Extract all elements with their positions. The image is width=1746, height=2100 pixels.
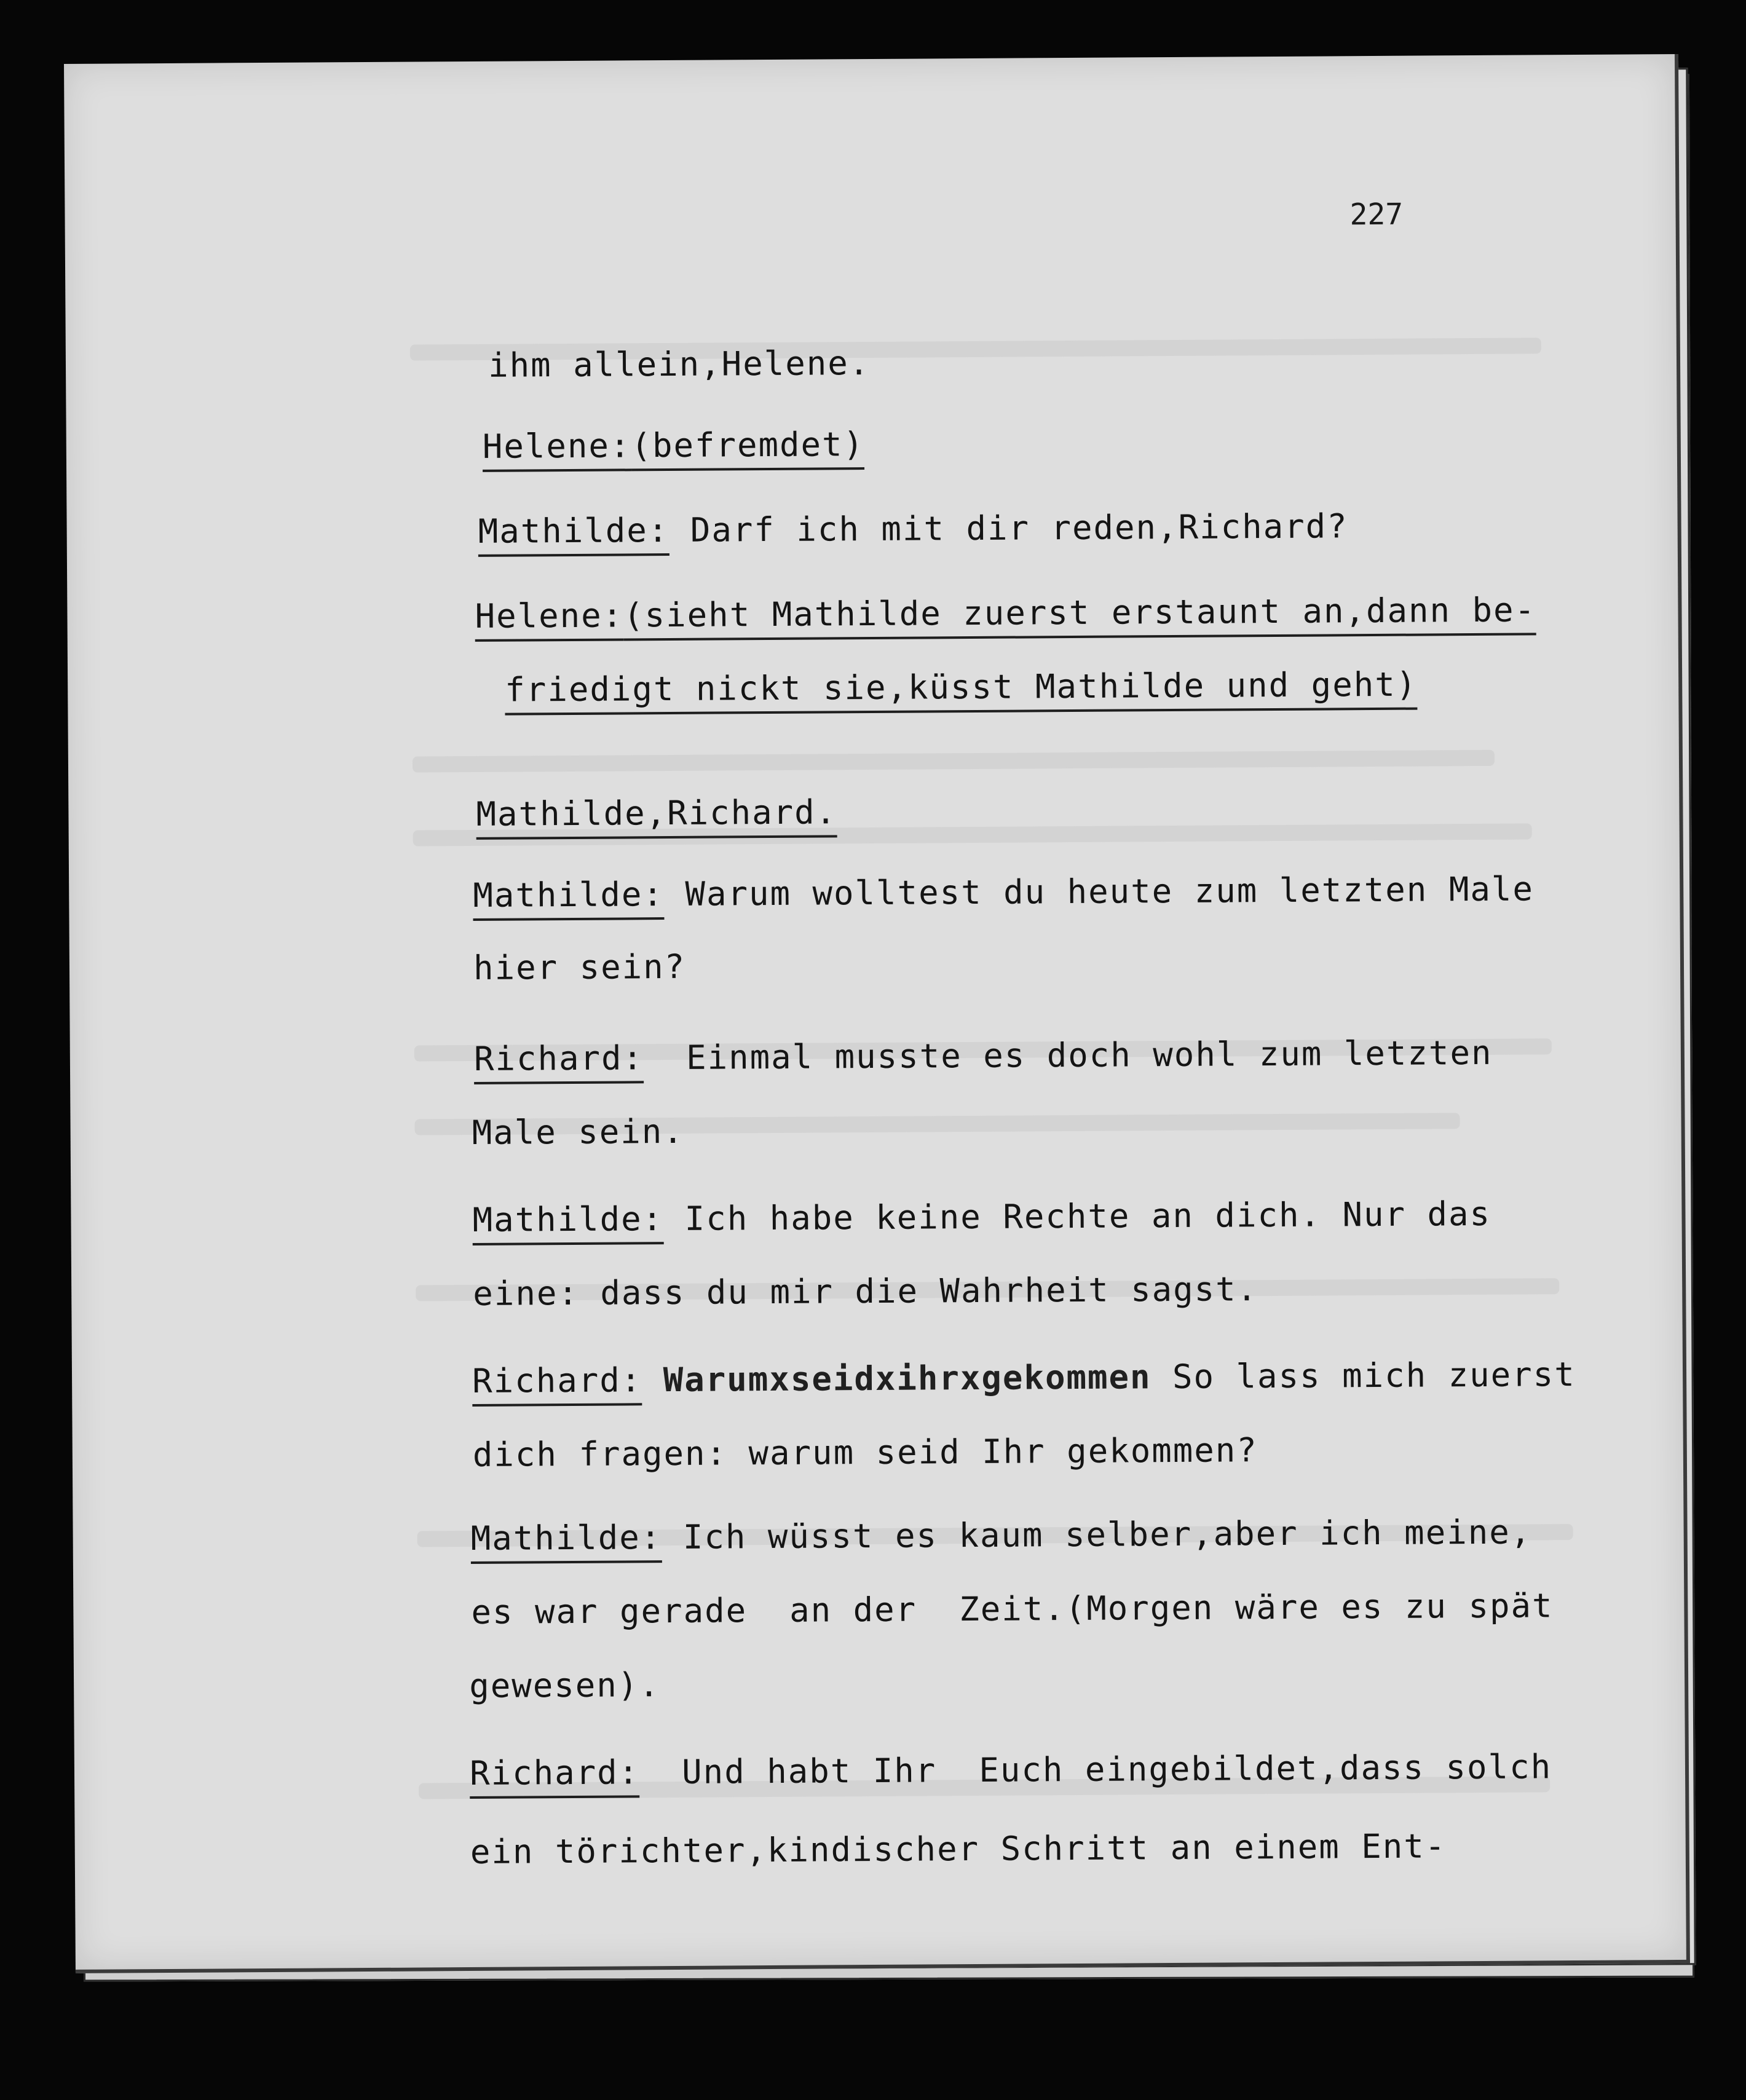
- text-line: Richard: Und habt Ihr Euch eingebildet,dass solch: [342, 1708, 1552, 1832]
- text-line: Mathilde: Ich habe keine Rechte an dich. Nur das: [345, 1156, 1491, 1279]
- speaker-label: Helene:: [475, 596, 623, 641]
- text-line: hier sein?: [473, 947, 686, 987]
- struck-through-text: Warumxseidxihrxgekommen: [642, 1357, 1151, 1400]
- text-line: es war gerade an der Zeit.(Morgen wäre es zu spät: [471, 1586, 1554, 1632]
- text-line: Mathilde: Ich wüsst es kaum selber,aber ich meine,: [343, 1474, 1532, 1597]
- speaker-label: Mathilde:: [472, 1199, 663, 1245]
- speaker-label: Richard:: [470, 1753, 640, 1799]
- text-line: friedigt nickt sie,küsst Mathilde und geht): [377, 626, 1418, 749]
- scene-heading: Mathilde,Richard.: [349, 754, 837, 873]
- speaker-label: Richard:: [472, 1360, 642, 1407]
- text-line: dich fragen: warum seid Ihr gekommen?: [472, 1431, 1258, 1474]
- text-line: ein törichter,kindischer Schritt an einem Ent-: [470, 1826, 1447, 1872]
- text-line: Richard: Einmal musste es doch wohl zum letzten: [346, 995, 1493, 1118]
- text-line: ihm allein,Helene.: [488, 343, 871, 385]
- speaker-label: Mathilde:: [478, 511, 670, 557]
- text-line: Helene:(sieht Mathilde zuerst erstaunt an,dann be-: [347, 551, 1536, 675]
- text-line: Male sein.: [472, 1111, 685, 1152]
- typewritten-page: [64, 54, 1690, 1973]
- text-line: Mathilde: Darf ich mit dir reden,Richard?: [350, 468, 1348, 590]
- text-line: Richard: Warumxseidxihrxgekommen So lass mich zuerst: [345, 1316, 1576, 1440]
- page-number: 227: [1349, 197, 1404, 232]
- text-line: Mathilde: Warum wolltest du heute zum letzten Male: [346, 831, 1535, 954]
- speaker-label: Helene:: [483, 426, 631, 472]
- speaker-label: Richard:: [474, 1038, 644, 1084]
- speaker-label: Mathilde:: [473, 875, 664, 921]
- text-line: Helene:(befremdet): [355, 386, 864, 505]
- speaker-label: Mathilde:: [471, 1518, 662, 1564]
- text-line: gewesen).: [469, 1665, 661, 1706]
- text-line: eine: dass du mir die Wahrheit sagst.: [473, 1269, 1258, 1313]
